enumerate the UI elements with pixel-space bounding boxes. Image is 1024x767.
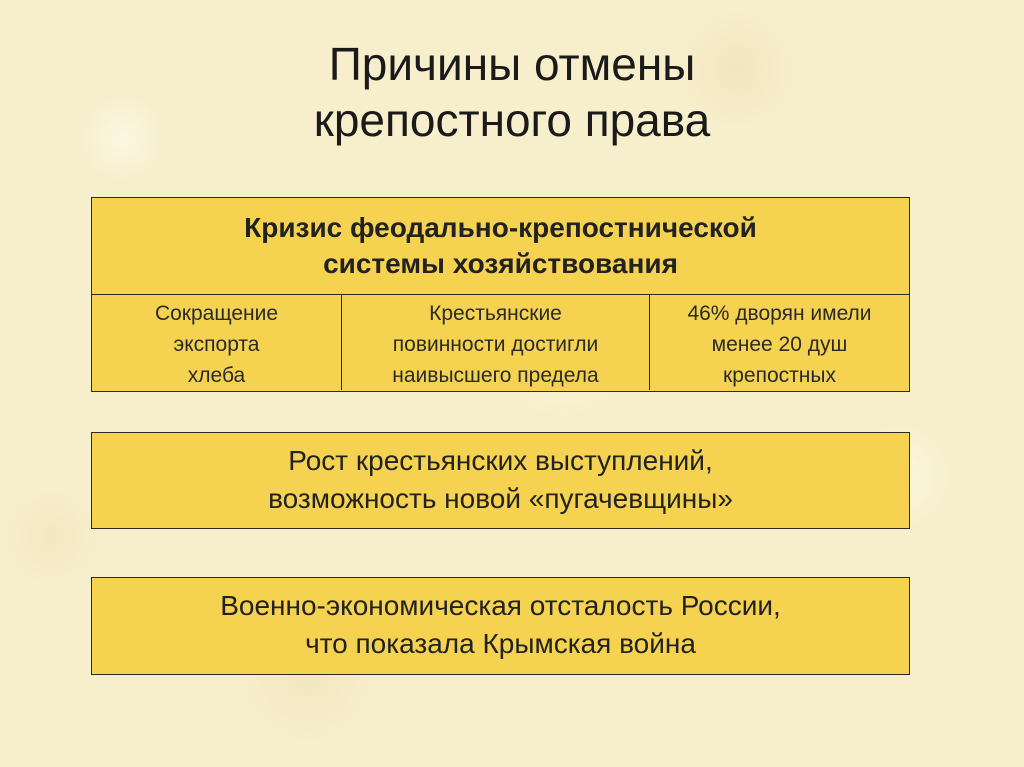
peasant-unrest-box [91, 432, 910, 529]
factor-line: хлеба [187, 364, 246, 387]
factor-line: Крестьянские [429, 302, 562, 325]
peasant-unrest-text [92, 433, 909, 518]
factor-line: крепостных [723, 364, 836, 387]
factor-line: менее 20 душ [711, 333, 848, 356]
crisis-heading-line-1: Кризис феодально-крепостнической [244, 212, 757, 243]
crisis-factors-row [92, 295, 909, 390]
slide-title-line-1: Причины отмены [328, 38, 696, 90]
crimean-war-box [91, 577, 910, 675]
slide-title [0, 36, 1024, 148]
peasant-unrest-line-2: возможность новой «пугачевщины» [268, 483, 733, 514]
factor-peasant-duties [342, 295, 650, 390]
crimean-war-text [92, 578, 909, 663]
factor-line: экспорта [173, 333, 260, 356]
slide-title-line-2: крепостного права [313, 94, 711, 146]
factor-line: повинности достигли [392, 333, 599, 356]
peasant-unrest-line-1: Рост крестьянских выступлений, [288, 445, 713, 476]
crisis-box [91, 197, 910, 392]
crisis-heading-line-2: системы хозяйствования [323, 248, 678, 279]
factor-line: 46% дворян имели [687, 302, 872, 325]
factor-grain-export [92, 295, 342, 390]
crisis-heading [92, 198, 909, 295]
factor-line: Сокращение [154, 302, 279, 325]
crimean-war-line-1: Военно-экономическая отсталость России, [220, 590, 781, 621]
factor-nobility-serfs [650, 295, 909, 390]
factor-line: наивысшего предела [392, 364, 599, 387]
crimean-war-line-2: что показала Крымская война [305, 628, 696, 659]
